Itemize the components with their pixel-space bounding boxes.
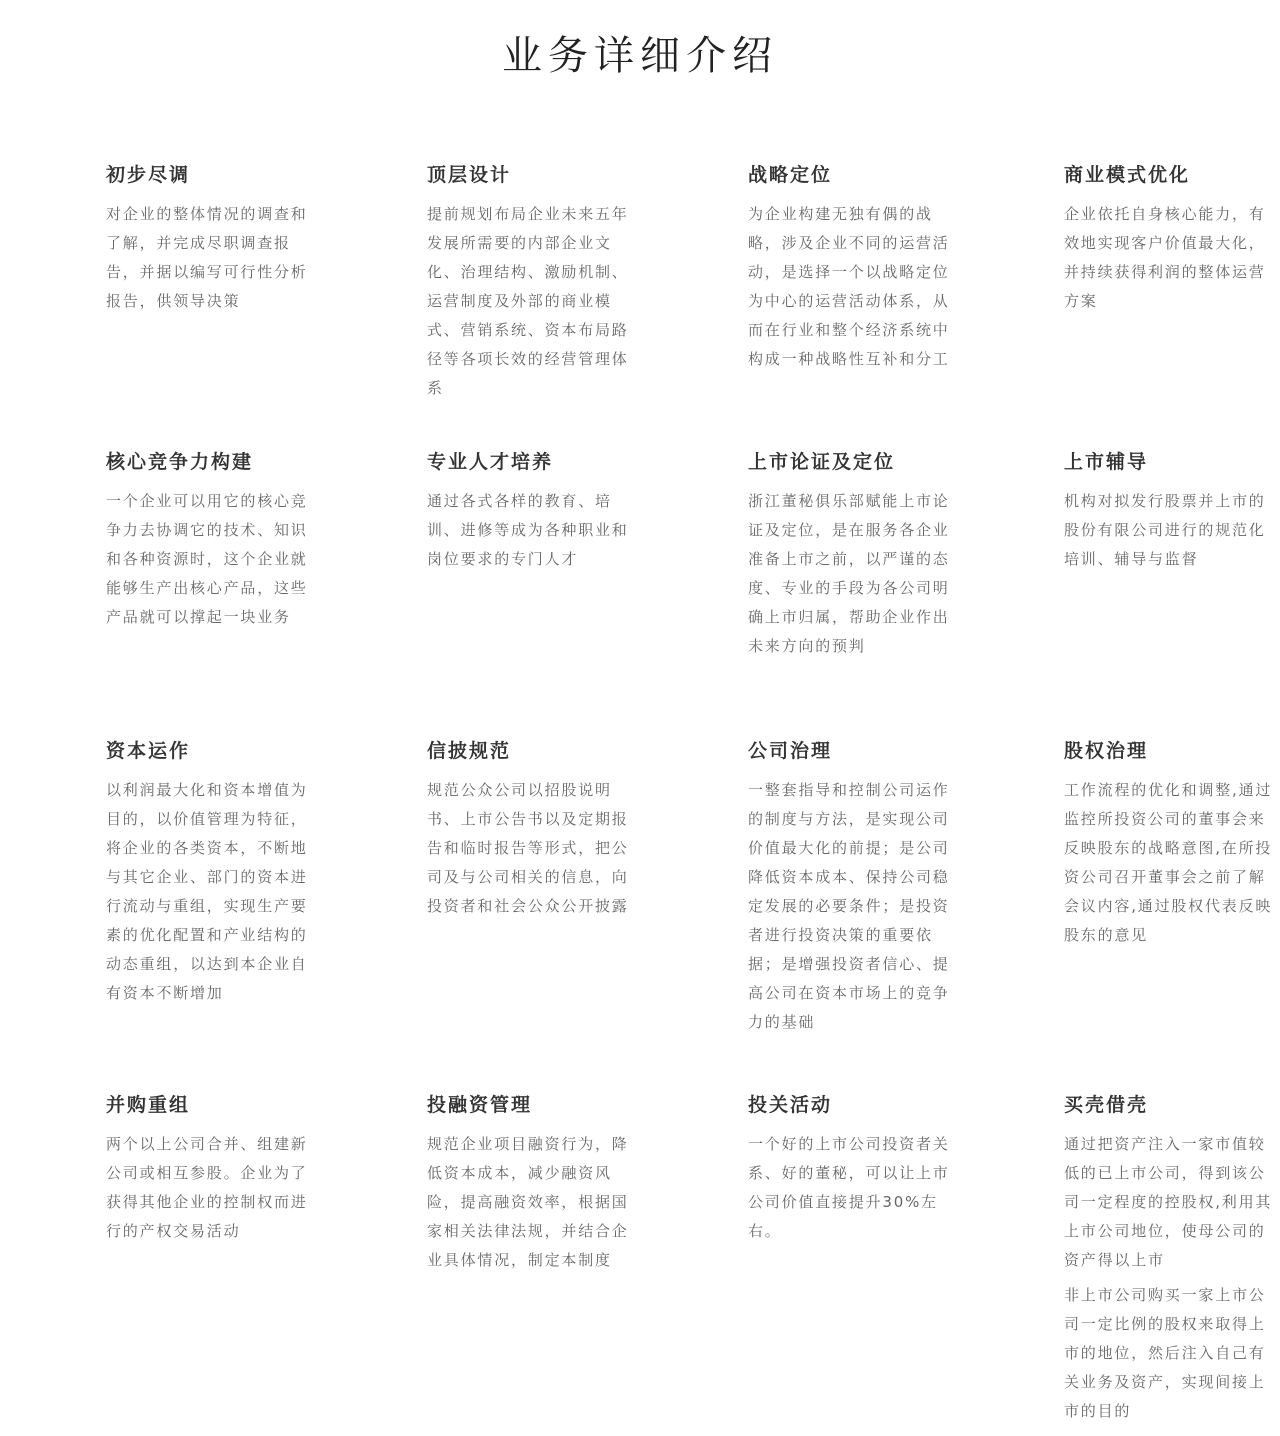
item-title: 专业人才培养: [427, 451, 554, 473]
item-title: 股权治理: [1064, 740, 1149, 762]
item-description: 规范企业项目融资行为，降低资本成本，减少融资风险，提高融资效率，根据国家相关法律法规，并结合企业具体情况，制定本制度: [427, 1135, 629, 1269]
item-title: 核心竞争力构建: [106, 451, 254, 473]
item-description: 一个好的上市公司投资者关系、好的董秘，可以让上市公司价值直接提升30%左右。: [748, 1135, 950, 1240]
item-title: 顶层设计: [427, 164, 512, 186]
service-item-core-competence: [106, 450, 316, 632]
item-title: 投关活动: [748, 1094, 833, 1116]
item-description: 浙江董秘俱乐部赋能上市论证及定位，是在服务各企业准备上市之前，以严谨的态度、专业的手段为各公司明确上市归属，帮助企业作出未来方向的预判: [748, 492, 950, 655]
service-item-top-level-design: [427, 163, 637, 403]
item-title: 上市辅导: [1064, 451, 1149, 473]
item-description: 以利润最大化和资本增值为目的，以价值管理为特征，将企业的各类资本，不断地与其它企业、部门的资本进行流动与重组，实现生产要素的优化配置和产业结构的动态重组，以达到本企业自有资本不断增加: [106, 781, 308, 1002]
item-title: 战略定位: [748, 164, 833, 186]
item-title: 买壳借壳: [1064, 1094, 1149, 1116]
item-description: 非上市公司购买一家上市公司一定比例的股权来取得上市的地位，然后注入自己有关业务及资产，实现间接上市的目的: [1064, 1286, 1266, 1420]
service-item-strategic-positioning: [748, 163, 958, 374]
item-description: 为企业构建无独有偶的战略，涉及企业不同的运营活动，是选择一个以战略定位为中心的运营活动体系，从而在行业和整个经济系统中构成一种战略性互补和分工: [748, 205, 950, 368]
item-description: 对企业的整体情况的调查和了解，并完成尽职调查报告，并据以编写可行性分析报告，供领导决策: [106, 205, 308, 310]
service-item-equity-governance: [1064, 739, 1276, 950]
service-item-due-diligence: [106, 163, 316, 316]
service-item-corporate-governance: [748, 739, 958, 1037]
page-title: 业务详细介绍: [502, 33, 778, 79]
service-item-financing-management: [427, 1093, 637, 1275]
service-item-listing-feasibility: [748, 450, 958, 661]
item-description: 一整套指导和控制公司运作的制度与方法，是实现公司价值最大化的前提；是公司降低资本成本、保持公司稳定发展的必要条件；是投资者进行投资决策的重要依据；是增强投资者信心、提高公司在资本市场上的竞争力的基础: [748, 781, 950, 1031]
item-description: 通过把资产注入一家市值较低的已上市公司，得到该公司一定程度的控股权,利用其上市公司地位，使母公司的资产得以上市: [1064, 1135, 1273, 1269]
item-description: 通过各式各样的教育、培训、进修等成为各种职业和岗位要求的专门人才: [427, 492, 629, 568]
service-item-talent-training: [427, 450, 637, 574]
item-description: 规范公众公司以招股说明书、上市公告书以及定期报告和临时报告等形式，把公司及与公司相关的信息，向投资者和社会公众公开披露: [427, 781, 629, 915]
service-item-investor-relations: [748, 1093, 958, 1246]
item-description: 机构对拟发行股票并上市的股份有限公司进行的规范化培训、辅导与监督: [1064, 492, 1266, 568]
item-description: 提前规划布局企业未来五年发展所需要的内部企业文化、治理结构、激励机制、运营制度及外部的商业模式、营销系统、资本布局路径等各项长效的经营管理体系: [427, 205, 629, 397]
item-description: 企业依托自身核心能力，有效地实现客户价值最大化，并持续获得利润的整体运营方案: [1064, 205, 1266, 310]
item-title: 信披规范: [427, 740, 512, 762]
service-item-listing-guidance: [1064, 450, 1276, 574]
item-title: 资本运作: [106, 740, 191, 762]
item-title: 公司治理: [748, 740, 833, 762]
service-item-capital-operation: [106, 739, 316, 1008]
item-description: 工作流程的优化和调整,通过监控所投资公司的董事会来反映股东的战略意图,在所投资公司召开董事会之前了解会议内容,通过股权代表反映股东的意见: [1064, 781, 1273, 944]
item-title: 投融资管理: [427, 1094, 533, 1116]
item-title: 初步尽调: [106, 164, 191, 186]
service-item-business-model: [1064, 163, 1276, 316]
item-title: 并购重组: [106, 1094, 191, 1116]
item-title: 上市论证及定位: [748, 451, 896, 473]
item-description: 一个企业可以用它的核心竞争力去协调它的技术、知识和各种资源时，这个企业就能够生产出核心产品，这些产品就可以撑起一块业务: [106, 492, 308, 626]
item-description: 两个以上公司合并、组建新公司或相互参股。企业为了获得其他企业的控制权而进行的产权交易活动: [106, 1135, 308, 1240]
item-title: 商业模式优化: [1064, 164, 1191, 186]
service-item-disclosure: [427, 739, 637, 921]
service-item-backdoor-listing: [1064, 1093, 1276, 1426]
service-item-mergers-acquisitions: [106, 1093, 316, 1246]
